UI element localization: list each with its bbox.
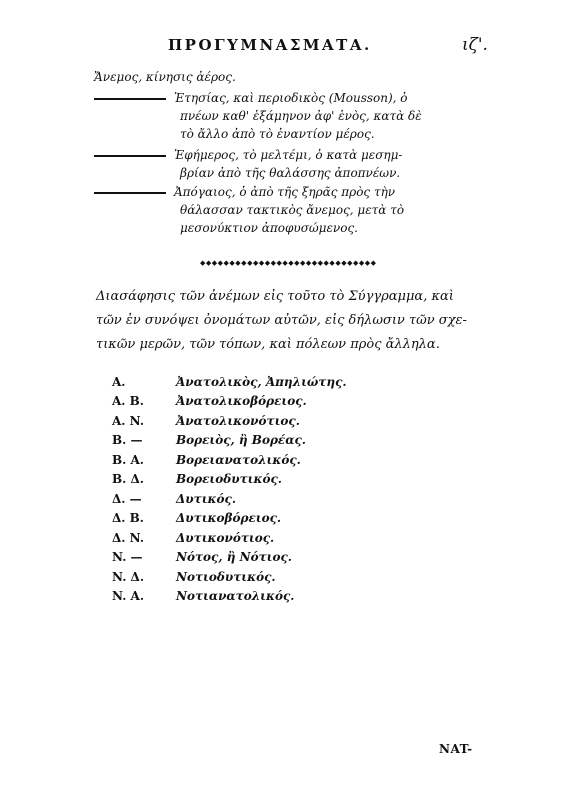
abbreviation: B. A.	[112, 452, 144, 467]
definition-continuation: πνέων καθ' ἑξάμηνον ἀφ' ἑνὸς, κατὰ δὲ	[180, 109, 422, 123]
page-number: ιζ'.	[462, 35, 488, 55]
intro-line: Διασάφησις τῶν ἀνέμων εἰς τοῦτο τὸ Σύγγραμμα, καὶ	[96, 289, 454, 304]
abbreviation: Δ. —	[112, 491, 142, 506]
table-row	[112, 372, 432, 392]
intro-line: τικῶν μερῶν, τῶν τόπων, καὶ πόλεων πρὸς ἄλληλα.	[96, 337, 440, 352]
abbreviation: B. —	[112, 433, 143, 448]
catchword: NAT-	[439, 742, 473, 756]
table-row	[112, 411, 432, 431]
em-dash-rule	[94, 155, 166, 157]
abbreviation: A. N.	[112, 413, 145, 428]
definition-continuation: βρίαν ἀπὸ τῆς θαλάσσης ἀποπνέων.	[180, 166, 401, 180]
abbreviation: N. —	[112, 550, 143, 565]
abbreviation: Δ. B.	[112, 511, 144, 526]
wind-name: Νότος, ἢ Νότιος.	[176, 550, 292, 565]
definition-continuation: θάλασσαν τακτικὸς ἄνεμος, μετὰ τὸ	[180, 203, 405, 217]
table-row	[112, 470, 432, 490]
wind-name: Δυτικός.	[176, 491, 236, 506]
wind-name: Δυτικοβόρειος.	[176, 511, 282, 526]
abbreviation: A.	[112, 374, 126, 389]
abbreviation: N. Δ.	[112, 569, 145, 584]
intro-paragraph	[96, 285, 496, 357]
wind-name: Βορειὸς, ἢ Βορέας.	[176, 433, 306, 448]
definition-line	[94, 183, 514, 201]
wind-name: Βορειανατολικός.	[176, 452, 301, 467]
table-row	[112, 431, 432, 451]
wind-name: Βορειοδυτικός.	[176, 472, 282, 487]
table-row	[112, 567, 432, 587]
definition-line	[94, 146, 514, 164]
em-dash-rule	[94, 192, 166, 194]
wind-name: Ἀνατολικὸς, Ἀπηλιώτης.	[176, 374, 347, 389]
table-row	[112, 509, 432, 529]
definition-lead: Ἐτησίας, καὶ περιοδικὸς (Mousson), ὁ	[174, 91, 408, 105]
abbreviation: Δ. N.	[112, 530, 145, 545]
definition-line	[94, 89, 514, 107]
wind-name: Ἀνατολικονότιος.	[176, 413, 300, 428]
definition-ephemeros	[94, 146, 514, 182]
running-title: ΠΡΟΓΥΜΝΑΣΜΑΤΑ.	[168, 36, 372, 54]
wind-name: Δυτικονότιος.	[176, 530, 275, 545]
em-dash-rule	[94, 98, 166, 100]
abbreviation: B. Δ.	[112, 472, 144, 487]
wind-name: Νοτιοδυτικός.	[176, 569, 276, 584]
definition-lead: Ἐφήμερος, τὸ μελτέμι, ὁ κατὰ μεσημ-	[174, 148, 403, 162]
definition-line: Ἄνεμος, κίνησις ἀέρος.	[94, 70, 236, 84]
definition-wind	[94, 68, 514, 86]
abbreviation: N. A.	[112, 589, 145, 604]
abbreviation: A. B.	[112, 394, 144, 409]
table-row	[112, 392, 432, 412]
table-row	[112, 548, 432, 568]
definition-apogaios	[94, 183, 514, 237]
intro-line: τῶν ἐν συνόψει ὀνομάτων αὐτῶν, εἰς δήλωσιν τῶν σχε-	[96, 313, 467, 328]
definition-continuation: τὸ ἄλλο ἀπὸ τὸ ἐναντίον μέρος.	[180, 127, 375, 141]
table-row	[112, 587, 432, 607]
running-header	[0, 36, 567, 58]
table-row	[112, 528, 432, 548]
definition-etesias	[94, 89, 514, 143]
table-row	[112, 450, 432, 470]
wind-abbreviation-table	[112, 372, 432, 606]
ornamental-divider: ◆◆◆◆◆◆◆◆◆◆◆◆◆◆◆◆◆◆◆◆◆◆◆◆◆◆◆◆◆◆	[200, 259, 377, 267]
wind-name: Ἀνατολικοβόρειος.	[176, 394, 307, 409]
definition-continuation: μεσονύκτιον ἀποφυσώμενος.	[180, 221, 358, 235]
wind-name: Νοτιανατολικός.	[176, 589, 295, 604]
table-row	[112, 489, 432, 509]
definition-lead: Ἀπόγαιος, ὁ ἀπὸ τῆς ξηρᾶς πρὸς τὴν	[174, 185, 396, 199]
